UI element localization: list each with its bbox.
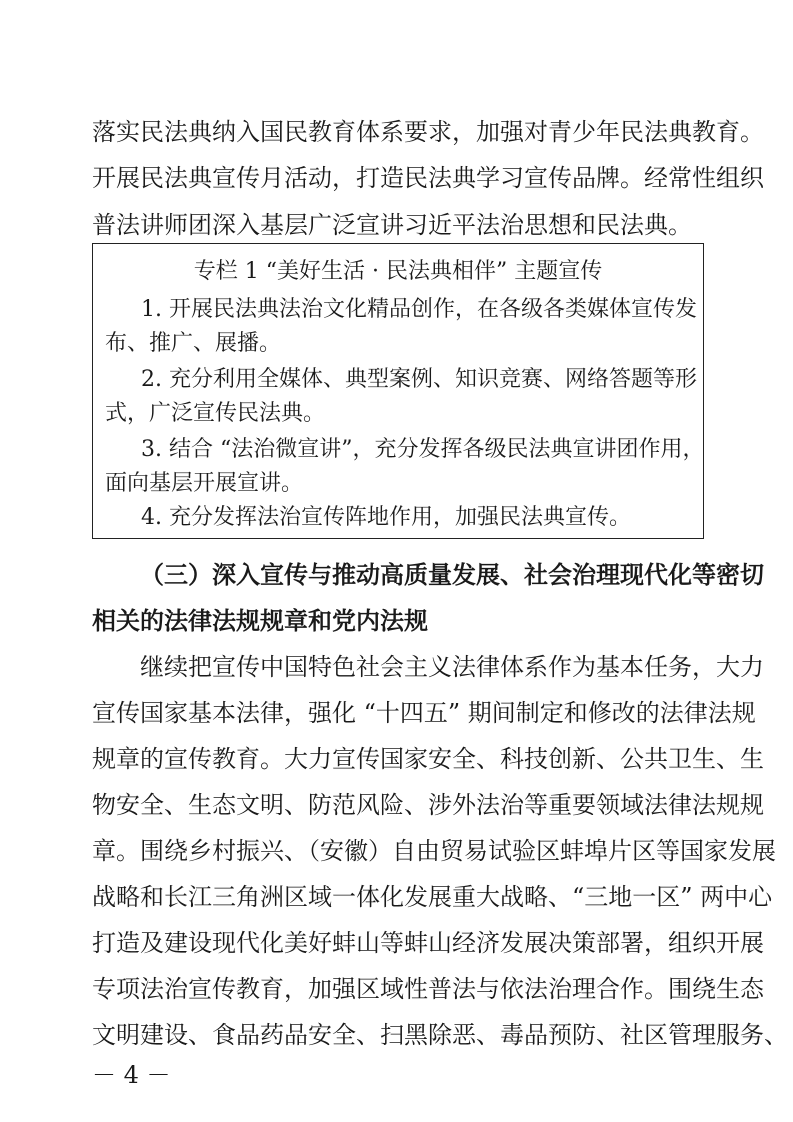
body-line-4: 物安全、生态文明、防范风险、涉外法治等重要领域法律法规规 bbox=[92, 791, 764, 819]
page-number: － 4 － bbox=[92, 1061, 171, 1089]
body-line-2: 宣传国家基本法律，强化 “十四五” 期间制定和修改的法律法规 bbox=[92, 699, 756, 727]
intro-line-3: 普法讲师团深入基层广泛宣讲习近平法治思想和民法典。 bbox=[92, 211, 692, 239]
section-heading-line-2: 相关的法律法规规章和党内法规 bbox=[92, 606, 428, 635]
column-box-line-5: 3. 结合 “法治微宣讲”，充分发挥各级民法典宣讲团作用， bbox=[141, 437, 705, 462]
column-box-line-1: 1. 开展民法典法治文化精品创作，在各级各类媒体宣传发 bbox=[141, 297, 697, 322]
body-line-8: 专项法治宣传教育，加强区域性普法与依法治理合作。围绕生态 bbox=[92, 975, 764, 1003]
column-box bbox=[92, 243, 704, 539]
body-line-7: 打造及建设现代化美好蚌山等蚌山经济发展决策部署，组织开展 bbox=[92, 929, 764, 957]
body-line-9: 文明建设、食品药品安全、扫黑除恶、毒品预防、社区管理服务、 bbox=[92, 1021, 788, 1049]
body-line-3: 规章的宣传教育。大力宣传国家安全、科技创新、公共卫生、生 bbox=[92, 745, 764, 773]
section-heading-line-1: （三）深入宣传与推动高质量发展、社会治理现代化等密切 bbox=[140, 560, 764, 589]
intro-line-2: 开展民法典宣传月活动，打造民法典学习宣传品牌。经常性组织 bbox=[92, 164, 764, 192]
column-box-title: 专栏 1 “美好生活 · 民法典相伴” 主题宣传 bbox=[193, 259, 603, 284]
column-box-line-2: 布、推广、展播。 bbox=[105, 331, 282, 356]
column-box-line-4: 式，广泛宣传民法典。 bbox=[105, 401, 326, 426]
body-line-6: 战略和长江三角洲区域一体化发展重大战略、“三地一区” 两中心 bbox=[92, 883, 773, 911]
column-box-line-3: 2. 充分利用全媒体、典型案例、知识竞赛、网络答题等形 bbox=[141, 367, 697, 392]
column-box-line-7: 4. 充分发挥法治宣传阵地作用，加强民法典宣传。 bbox=[141, 505, 631, 530]
intro-line-1: 落实民法典纳入国民教育体系要求，加强对青少年民法典教育。 bbox=[92, 118, 764, 146]
body-line-5: 章。围绕乡村振兴、（安徽）自由贸易试验区蚌埠片区等国家发展 bbox=[92, 837, 776, 865]
body-line-1: 继续把宣传中国特色社会主义法律体系作为基本任务，大力 bbox=[140, 653, 764, 681]
column-box-line-6: 面向基层开展宣讲。 bbox=[105, 471, 304, 496]
